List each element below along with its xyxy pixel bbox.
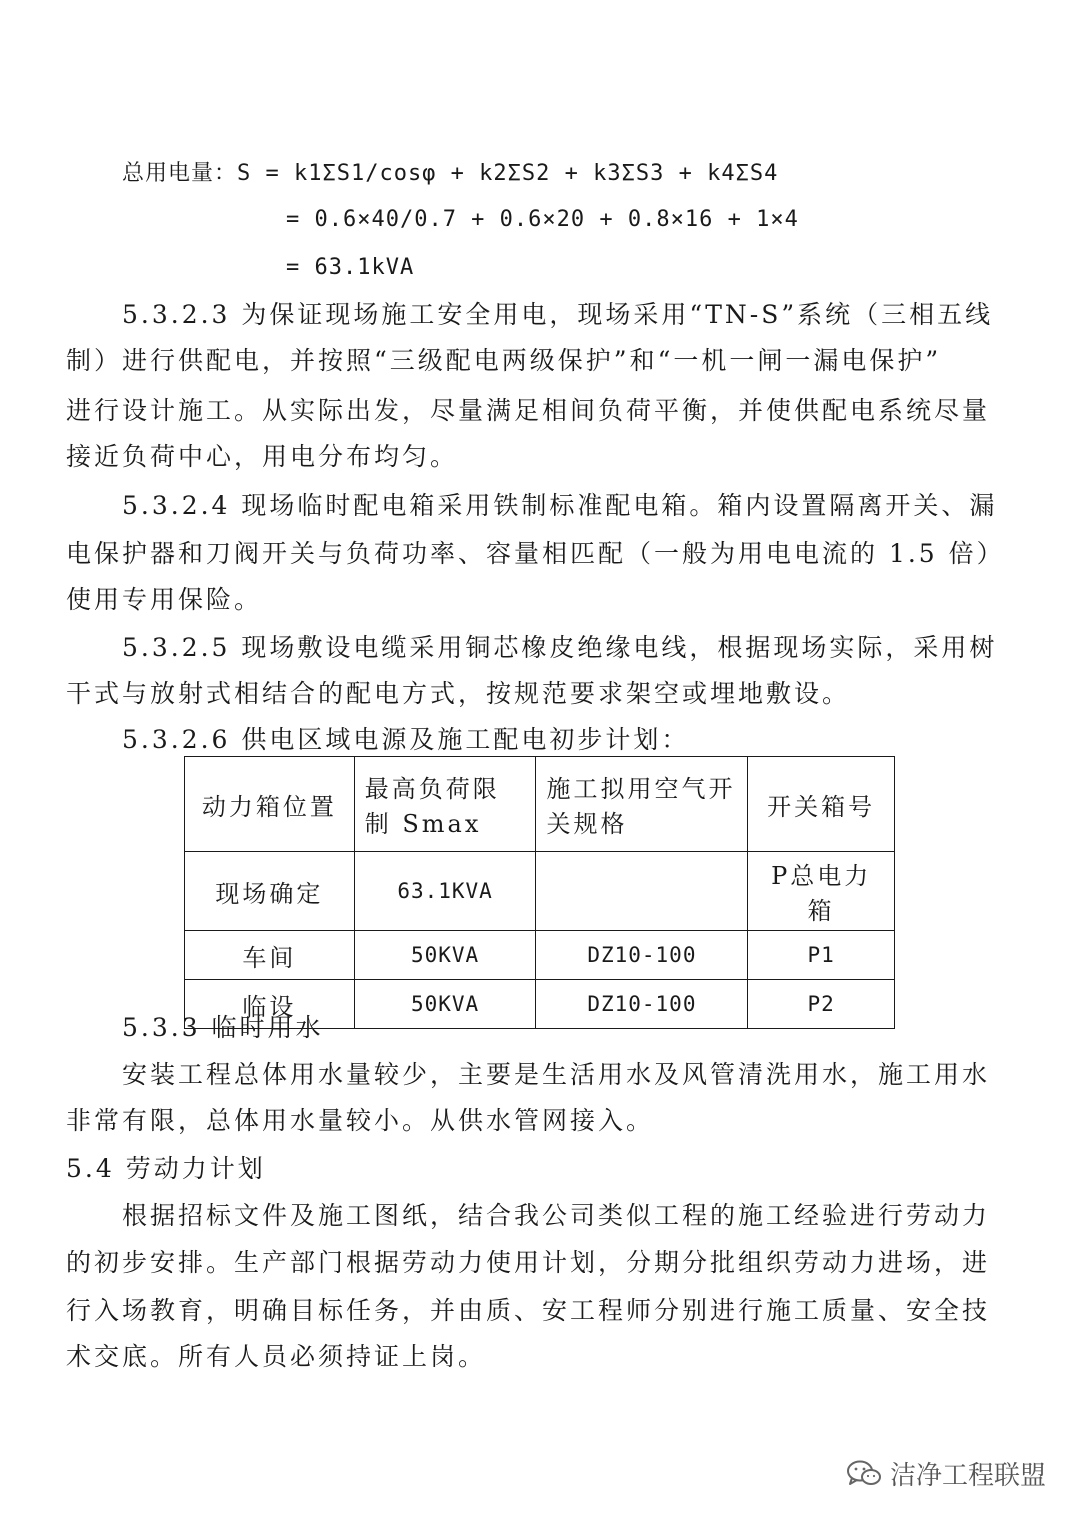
para-533-line: 非常有限，总体用水量较小。从供水管网接入。 — [66, 1106, 655, 1135]
table-row — [185, 852, 895, 931]
section-heading-54: 5.4 劳动力计划 — [66, 1154, 266, 1183]
table-cell: DZ10-100 — [536, 931, 748, 980]
table-header-cell: 开关箱号 — [748, 757, 895, 852]
table-header-cell: 施工拟用空气开关规格 — [536, 757, 748, 852]
watermark-text: 洁净工程联盟 — [890, 1461, 1047, 1491]
wechat-icon — [846, 1459, 882, 1489]
table-cell: 50KVA — [354, 931, 536, 980]
table-cell: 50KVA — [354, 980, 536, 1029]
formula-line-1: 总用电量：S = k1ΣS1/cosφ + k2ΣS2 + k3ΣS3 + k4ΣS4 — [122, 161, 779, 186]
table-cell: 63.1KVA — [354, 852, 536, 931]
table-cell: 车间 — [185, 931, 355, 980]
table-cell: P总电力箱 — [748, 852, 895, 931]
table-cell: 现场确定 — [185, 852, 355, 931]
section-heading-533: 5.3.3 临时用水 — [122, 1013, 324, 1042]
table-cell: P2 — [748, 980, 895, 1029]
para-5323-line: 5.3.2.3 为保证现场施工安全用电，现场采用“TN-S”系统（三相五线 — [122, 300, 994, 329]
table-cell: 临设 — [185, 980, 355, 1029]
table-header-cell: 动力箱位置 — [185, 757, 355, 852]
para-54-line: 根据招标文件及施工图纸，结合我公司类似工程的施工经验进行劳动力 — [122, 1201, 991, 1230]
table-cell: DZ10-100 — [536, 980, 748, 1029]
para-54-line: 术交底。所有人员必须持证上岗。 — [66, 1342, 487, 1371]
watermark — [846, 1455, 1046, 1492]
table-header-cell: 最高负荷限制 Smax — [354, 757, 536, 852]
para-5323-line: 进行设计施工。从实际出发，尽量满足相间负荷平衡，并使供配电系统尽量 — [66, 396, 991, 425]
table-row — [185, 931, 895, 980]
para-5324-line: 电保护器和刀阀开关与负荷功率、容量相匹配（一般为用电电流的 1.5 倍） — [66, 539, 1005, 568]
formula-line-2: = 0.6×40/0.7 + 0.6×20 + 0.8×16 + 1×4 — [286, 207, 799, 232]
para-5323-line: 制）进行供配电，并按照“三级配电两级保护”和“一机一闸一漏电保护” — [66, 346, 942, 375]
para-5326-line: 5.3.2.6 供电区域电源及施工配电初步计划： — [122, 725, 690, 754]
para-533-line: 安装工程总体用水量较少，主要是生活用水及风管清洗用水，施工用水 — [122, 1060, 991, 1089]
power-distribution-table — [184, 756, 895, 1029]
table-cell: P1 — [748, 931, 895, 980]
para-5325-line: 5.3.2.5 现场敷设电缆采用铜芯橡皮绝缘电线，根据现场实际，采用树 — [122, 633, 998, 662]
para-5323-line: 接近负荷中心，用电分布均匀。 — [66, 442, 459, 471]
para-5324-line: 使用专用保险。 — [66, 585, 263, 614]
table-cell — [536, 852, 748, 931]
para-54-line: 的初步安排。生产部门根据劳动力使用计划，分期分批组织劳动力进场，进 — [66, 1248, 991, 1277]
table-header-row — [185, 757, 895, 852]
para-54-line: 行入场教育，明确目标任务，并由质、安工程师分别进行施工质量、安全技 — [66, 1296, 991, 1325]
para-5324-line: 5.3.2.4 现场临时配电箱采用铁制标准配电箱。箱内设置隔离开关、漏 — [122, 491, 998, 520]
formula-line-3: = 63.1kVA — [286, 255, 415, 280]
para-5325-line: 干式与放射式相结合的配电方式，按规范要求架空或埋地敷设。 — [66, 679, 851, 708]
